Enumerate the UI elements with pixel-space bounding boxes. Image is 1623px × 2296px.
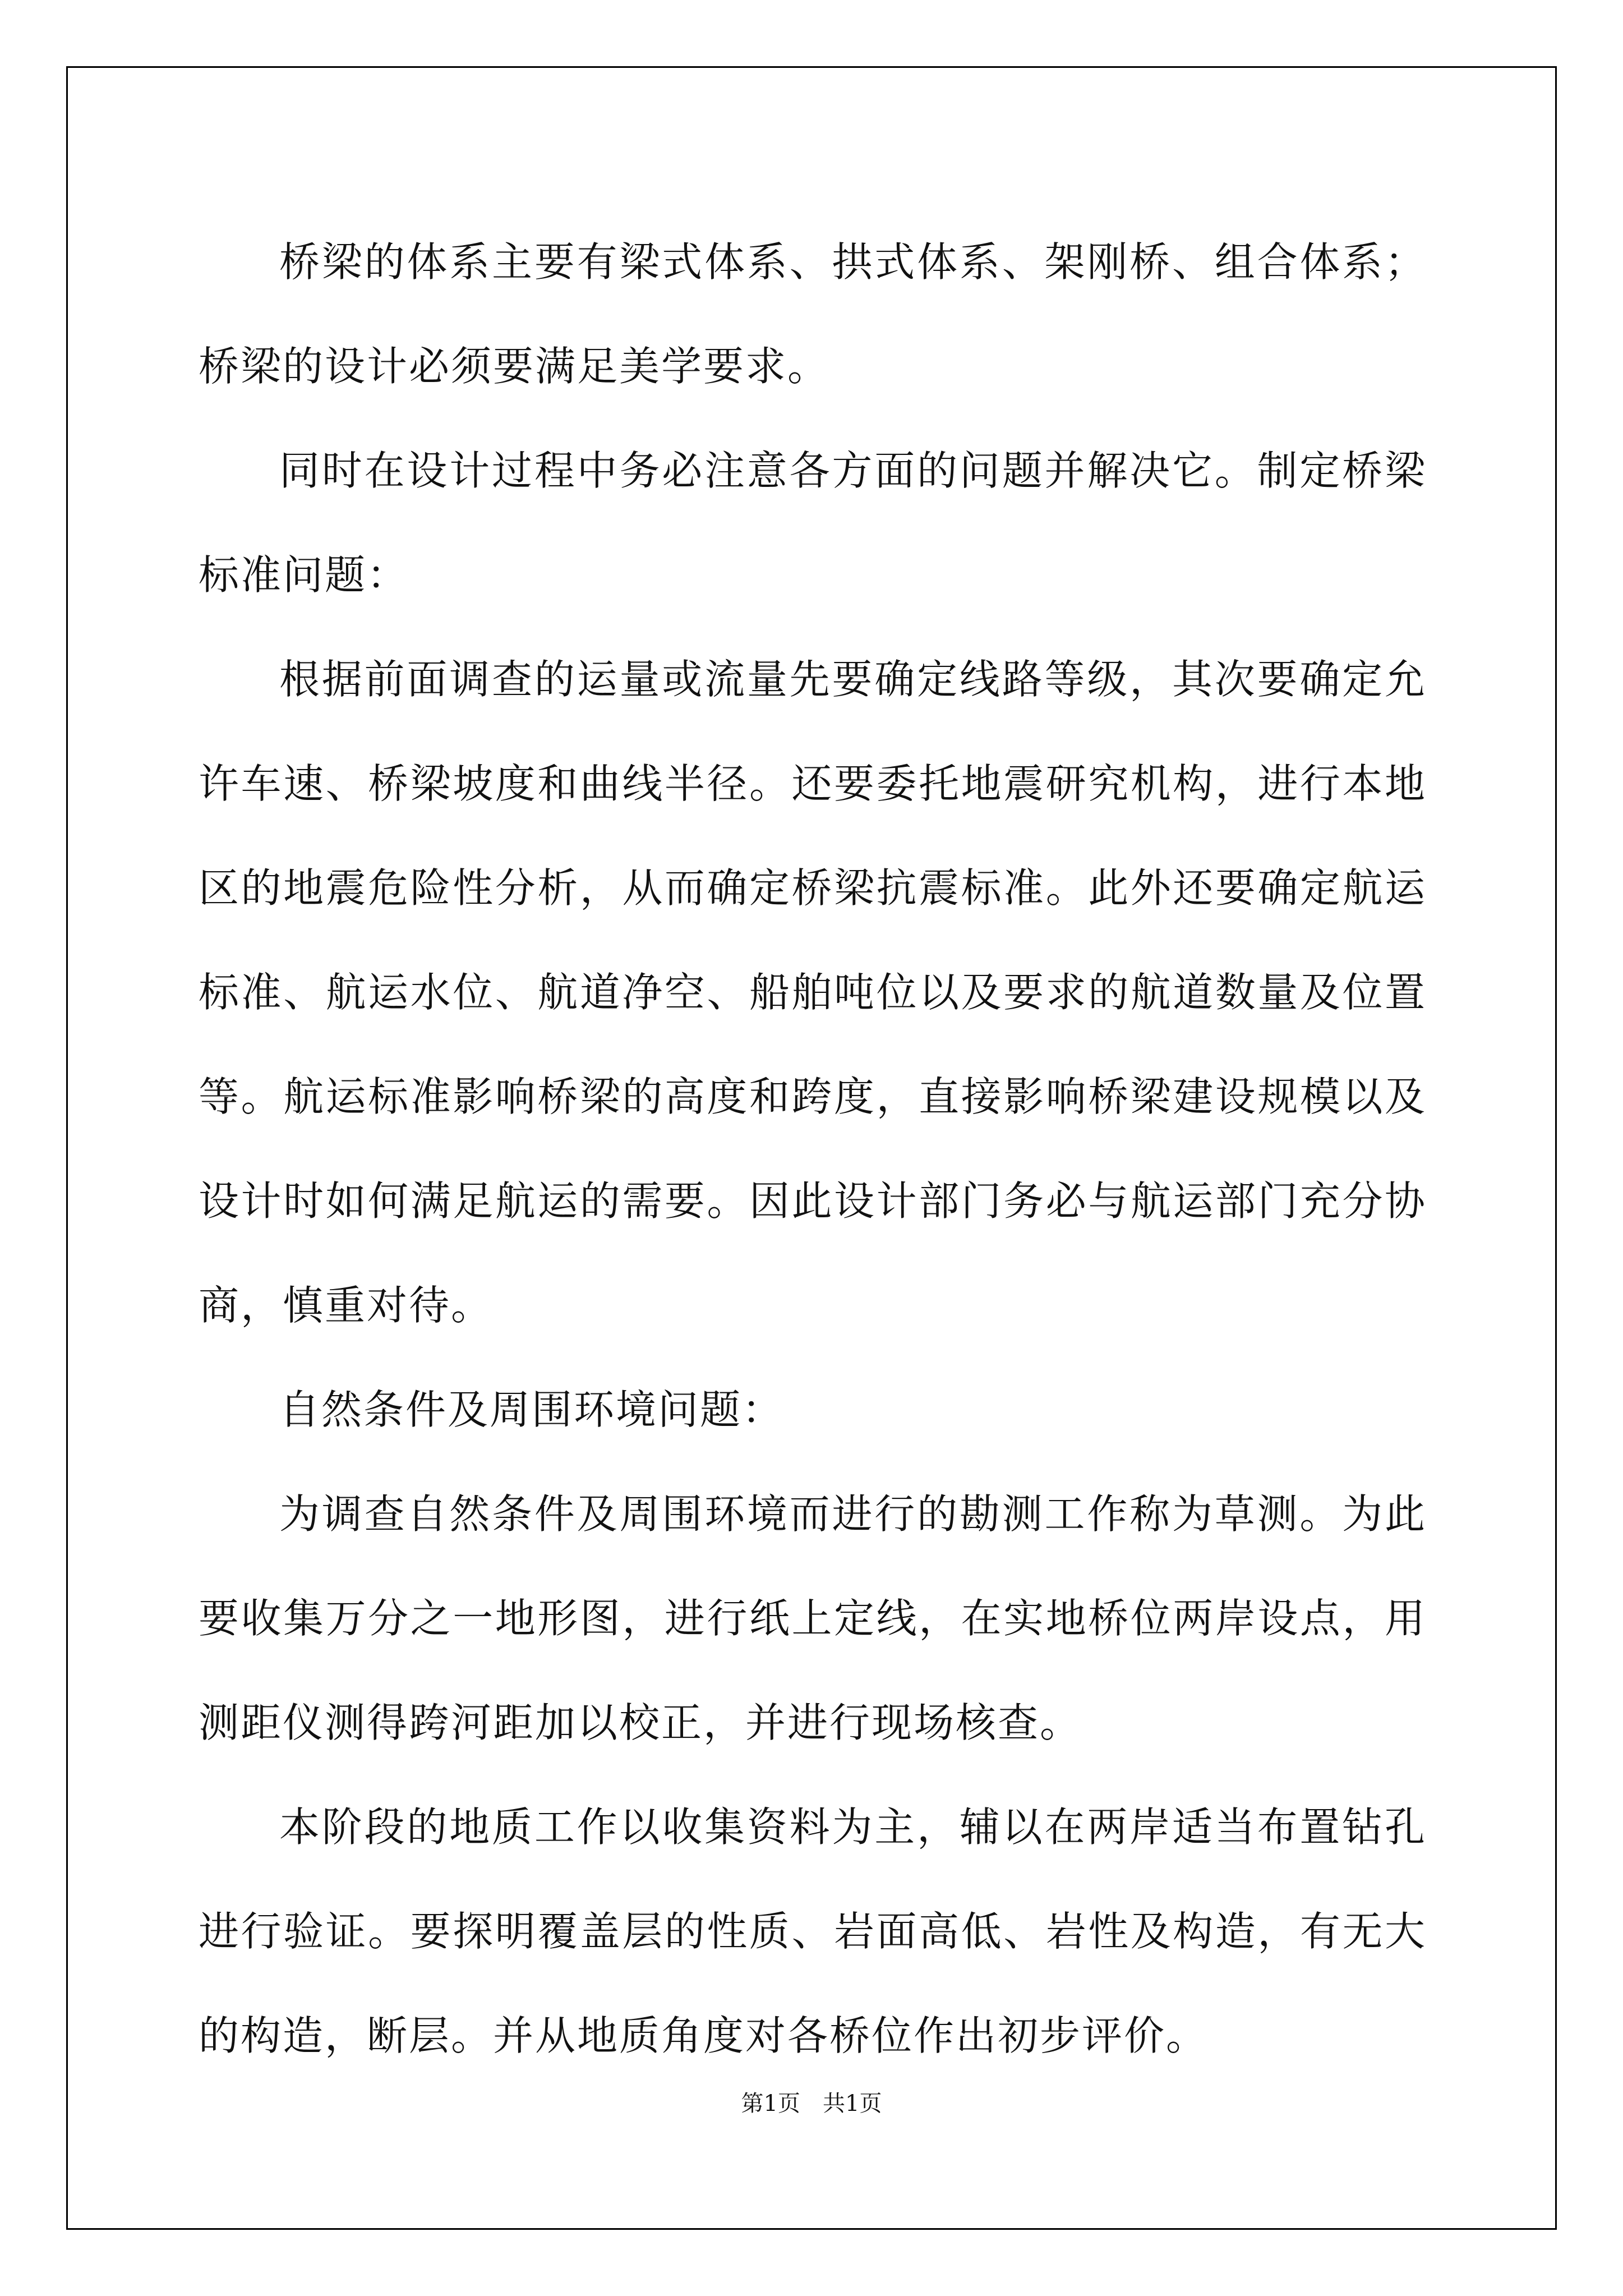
paragraph-4: 自然条件及周围环境问题： — [279, 1386, 785, 1433]
paragraph-1: 桥梁的体系主要有梁式体系、拱式体系、架刚桥、组合体系；桥梁的设计必须要满足美学要求。 — [199, 238, 1427, 390]
page-footer: 第1页 共1页 — [741, 2091, 882, 2116]
document-body — [199, 210, 1427, 2088]
paragraph-3: 根据前面调查的运量或流量先要确定线路等级，其次要确定允许车速、桥梁坡度和曲线半径。还要委托地震研究机构，进行本地区的地震危险性分析，从而确定桥梁抗震标准。此外还要确定航运标准、航运水位、航道净空、船舶吨位以及要求的航道数量及位置等。航运标准影响桥梁的高度和跨度，直接影响桥梁建设规模以及设计时如何满足航运的需要。因此设计部门务必与航运部门充分协商，慎重对待。 — [199, 656, 1427, 1329]
paragraph-2: 同时在设计过程中务必注意各方面的问题并解决它。制定桥梁标准问题： — [199, 447, 1427, 599]
paragraph-5: 为调查自然条件及周围环境而进行的勘测工作称为草测。为此要收集万分之一地形图，进行纸上定线，在实地桥位两岸设点，用测距仪测得跨河距加以校正，并进行现场核查。 — [199, 1490, 1427, 1746]
paragraph-6: 本阶段的地质工作以收集资料为主，辅以在两岸适当布置钻孔进行验证。要探明覆盖层的性质、岩面高低、岩性及构造，有无大的构造，断层。并从地质角度对各桥位作出初步评价。 — [199, 1803, 1427, 2059]
